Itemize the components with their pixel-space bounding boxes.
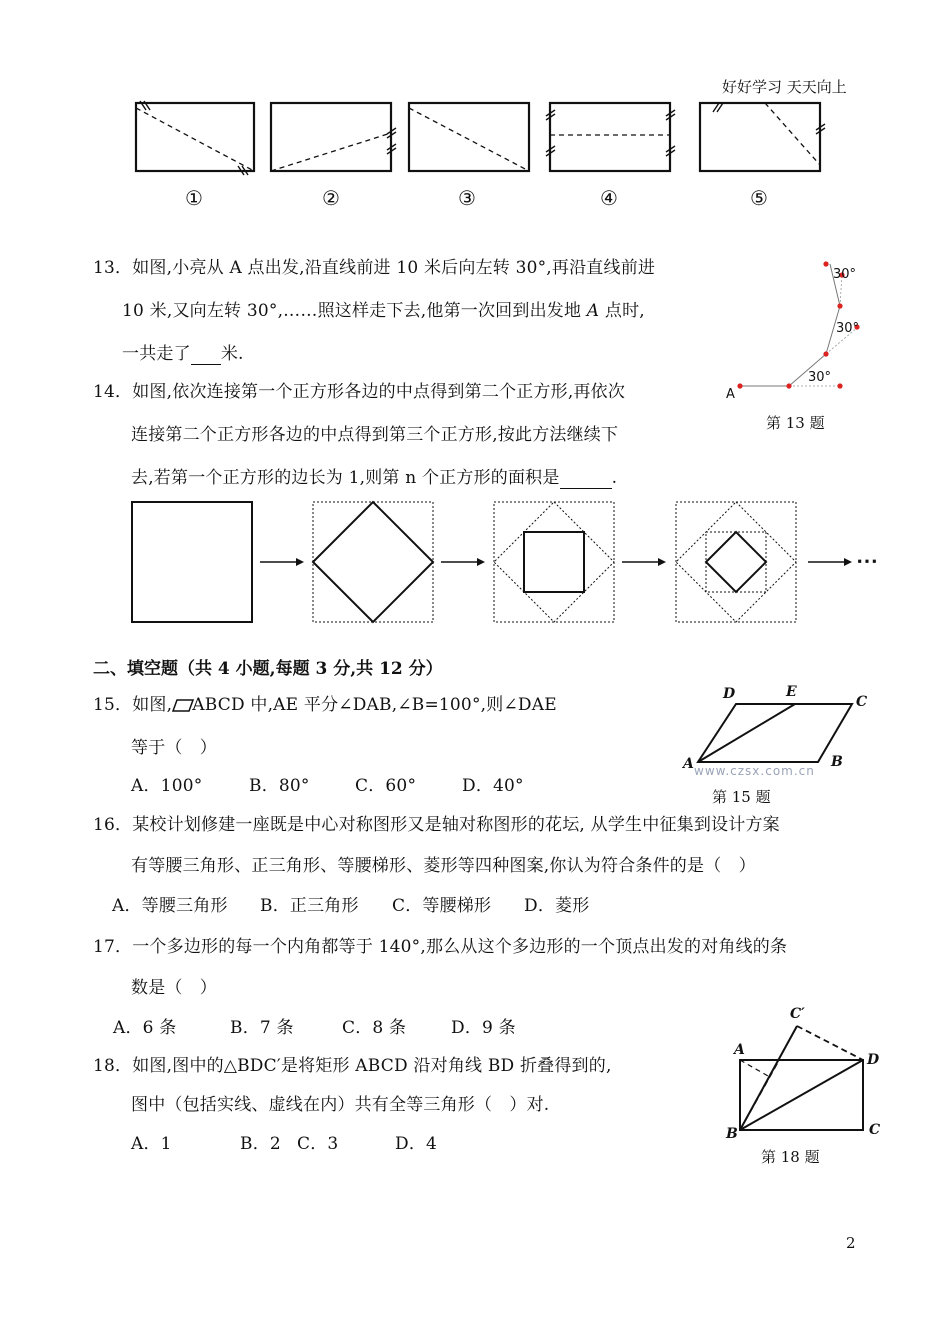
rect-label-5: ⑤ [750, 186, 768, 210]
q13-text-2: 10 米,又向左转 30°,……照这样走下去,他第一次回到出发地 [122, 301, 582, 321]
q14-text-3: 去,若第一个正方形的边长为 1,则第 n 个正方形的面积是 [131, 468, 560, 488]
q16-text-1: 某校计划修建一座既是中心对称图形又是轴对称图形的花坛, 从学生中征集到设计方案 [132, 815, 780, 835]
q18-label-b: B [726, 1126, 738, 1142]
q14-text-1: 如图,依次连接第一个正方形各边的中点得到第二个正方形,再依次 [132, 382, 626, 402]
rect-label-1: ① [185, 186, 203, 210]
q16-option-b: B．正三角形 [260, 896, 359, 916]
q16-option-d: D．菱形 [524, 896, 590, 916]
q17-line2: 数是（ ） [131, 978, 217, 998]
q13-text-3: 一共走了 [122, 344, 191, 364]
q17-option-d: D．9 条 [451, 1018, 516, 1038]
q16-option-a: A．等腰三角形 [112, 896, 228, 916]
q15-label-c: C [856, 694, 868, 710]
q13-text-1: 如图,小亮从 A 点出发,沿直线前进 10 米后向左转 30°,再沿直线前进 [132, 258, 656, 278]
q15-option-d: D．40° [462, 776, 524, 796]
q15-option-c: C．60° [355, 776, 417, 796]
q13-caption: 第 13 题 [766, 414, 825, 432]
q18-option-c: C．3 [297, 1134, 339, 1154]
q15-caption: 第 15 题 [712, 788, 771, 806]
q15-watermark: www.czsx.com.cn [694, 764, 815, 778]
page-number: 2 [846, 1234, 856, 1252]
q18-caption: 第 18 题 [761, 1148, 820, 1166]
q15-number: 15． [93, 695, 133, 715]
q18-line2: 图中（包括实线、虚线在内）共有全等三角形（ ）对. [131, 1095, 550, 1115]
q18-label-a: A [734, 1042, 745, 1058]
q17-option-a: A．6 条 [113, 1018, 177, 1038]
q18-number: 18． [93, 1056, 133, 1076]
q16-line2: 有等腰三角形、正三角形、等腰梯形、菱形等四种图案,你认为符合条件的是（ ） [131, 856, 756, 876]
q13-text-3-tail: 米. [220, 344, 244, 364]
rect-label-2: ② [322, 186, 340, 210]
q14-number: 14． [93, 382, 133, 402]
q17-number: 17． [93, 937, 133, 957]
q15-label-d: D [723, 686, 736, 702]
q13-angle-1: 30° [808, 370, 832, 385]
section-2-title: 二、填空题（共 4 小题,每题 3 分,共 12 分） [93, 659, 443, 679]
q15-label-a: A [683, 756, 694, 772]
q15-line2: 等于（ ） [131, 738, 217, 758]
q18-text-1: 如图,图中的△BDC′是将矩形 ABCD 沿对角线 BD 折叠得到的, [132, 1056, 612, 1076]
q18-label-d: D [867, 1052, 880, 1068]
q14-line2: 连接第二个正方形各边的中点得到第三个正方形,按此方法继续下 [131, 425, 619, 445]
q18-option-a: A．1 [131, 1134, 172, 1154]
q13-label-a: A [726, 387, 735, 402]
q15-text-1-tail: ABCD 中,AE 平分∠DAB,∠B=100°,则∠DAE [192, 695, 557, 715]
q16-number: 16． [93, 815, 133, 835]
q14-text-3-tail: . [611, 468, 618, 488]
q17-text-1: 一个多边形的每一个内角都等于 140°,那么从这个多边形的一个顶点出发的对角线的条 [132, 937, 788, 957]
q18-label-c: C [869, 1122, 881, 1138]
q15-option-b: B．80° [249, 776, 310, 796]
header-motto: 好好学习 天天向上 [722, 78, 847, 96]
q13-angle-3: 30° [833, 267, 857, 282]
q18-option-b: B．2 [240, 1134, 281, 1154]
q13-point-a: A [586, 301, 600, 321]
q13-number: 13． [93, 258, 133, 278]
q15-label-b: B [831, 754, 843, 770]
q18-label-cprime: C′ [790, 1006, 805, 1022]
q15-label-e: E [786, 684, 797, 700]
q14-ellipsis: ⋯ [856, 548, 878, 574]
q17-option-c: C．8 条 [342, 1018, 407, 1038]
q15-text-1: 如图, [132, 695, 173, 715]
q13-text-2-tail: 点时, [604, 301, 645, 321]
q18-option-d: D．4 [395, 1134, 438, 1154]
q16-option-c: C．等腰梯形 [392, 896, 492, 916]
rect-label-4: ④ [600, 186, 618, 210]
q13-angle-2: 30° [836, 321, 860, 336]
rect-label-3: ③ [458, 186, 476, 210]
q17-option-b: B．7 条 [230, 1018, 294, 1038]
q15-option-a: A．100° [131, 776, 203, 796]
